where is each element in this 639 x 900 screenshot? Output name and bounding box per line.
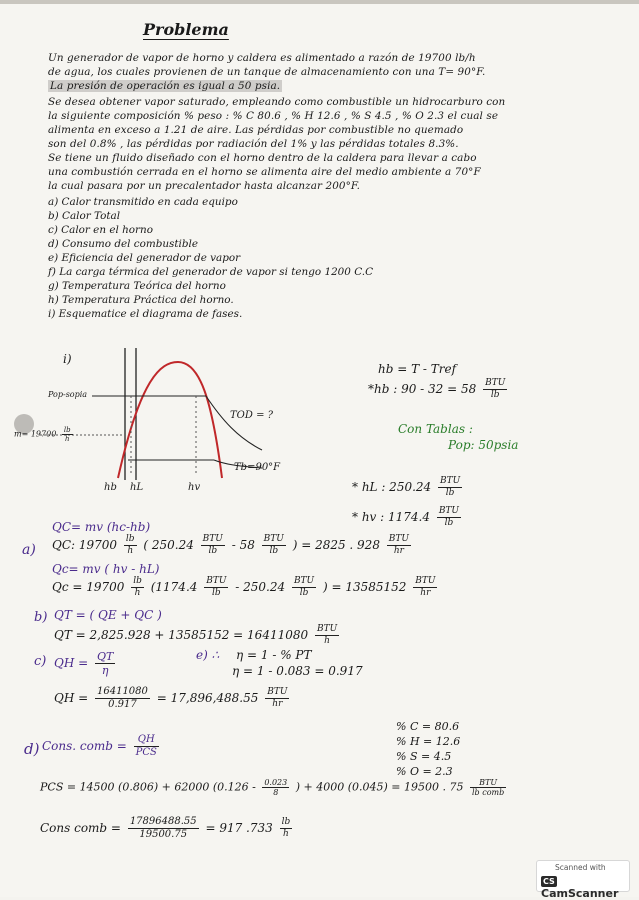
question-item: b) Calor Total xyxy=(48,210,121,222)
diagram-tod-label: TOD = ? xyxy=(230,410,273,421)
diagram-tb-label: Tb=90°F xyxy=(234,462,281,473)
qc-formula-1: QC= mv (hc-hb) xyxy=(52,520,151,534)
part-e-label: e) ∴ xyxy=(196,648,220,662)
camscanner-logo-icon: CS xyxy=(543,877,555,886)
page-top-edge xyxy=(0,0,639,4)
statement-line xyxy=(48,80,282,92)
statement-line: la cual pasara por un precalentador hasta alcanzar 200°F. xyxy=(48,180,361,192)
qt-formula: QT = ( QE + QC ) xyxy=(54,608,162,622)
statement-line: la siguiente composición % peso : % C 80.6 , % H 12.6 , % S 4.5 , % O 2.3 el cual se xyxy=(48,110,499,122)
statement-line: una combustión cerrada en el horno se alimenta aire del medio ambiente a 70°F xyxy=(48,166,481,178)
qc-calculation-1: QC: 19700 $\frac{lb}{h}$ ( 250.24 $\frac{\text{BTU}}{lb}$ - 58 $\frac{\text{BTU}}{lb}$ ) = 2825 . 928 $\frac{\text{BTU}}{hr}$ xyxy=(52,534,409,556)
highlighted-text: La presión de operación es igual a 50 psia. xyxy=(50,80,281,92)
diagram-pop-label: Pop-sopia xyxy=(48,390,88,399)
statement-line: son del 0.8% , las pérdidas por radiación del 1% y las pérdidas totales 8.3%. xyxy=(48,138,459,150)
hb-definition: hb = T - Tref xyxy=(378,362,457,376)
diagram-hb-label: hb xyxy=(104,482,117,493)
camscanner-watermark: Scanned with CSCamScanner xyxy=(536,860,630,892)
pcs-calculation: PCS = 14500 (0.806) + 62000 (0.126 - $\frac{0.023}{8}$ ) + 4000 (0.045) = 19500 . 75 $\frac{\text{BTU}}{\text{lb comb}}$ xyxy=(40,778,505,797)
statement-line: Se desea obtener vapor saturado, empleando como combustible un hidrocarburo con xyxy=(48,96,506,108)
statement-line: Se tiene un fluido diseñado con el horno dentro de la caldera para llevar a cabo xyxy=(48,152,477,164)
question-item: d) Consumo del combustible xyxy=(48,238,198,250)
hv-value: * hv : 1174.4 $\frac{\text{BTU}}{lb}$ xyxy=(352,506,460,528)
hl-value: * hL : 250.24 $\frac{\text{BTU}}{lb}$ xyxy=(352,476,461,498)
efficiency-formula: η = 1 - % PT xyxy=(236,648,312,662)
qc-calculation-2: Qc = 19700 $\frac{lb}{h}$ (1174.4 $\frac{\text{BTU}}{lb}$ - 250.24 $\frac{\text{BTU}}{lb}$ ) = 13585152 $\frac{\text{BTU}}{hr}$ xyxy=(52,576,436,598)
diagram-label-i: i) xyxy=(63,352,72,366)
page-title: Problema xyxy=(143,20,229,39)
diagram-hl-label: hL xyxy=(130,482,144,493)
part-d-label: d) xyxy=(24,740,40,758)
tables-note: Con Tablas : xyxy=(398,422,473,436)
qh-formula: QH = $\frac{QT}{\eta}$ xyxy=(54,650,114,677)
composition-c: % C = 80.6 xyxy=(396,720,460,733)
diagram-hv-label: hv xyxy=(188,482,201,493)
qh-calculation: QH = $\frac{16411080}{0.917}$ = 17,896,488.55 $\frac{\text{BTU}}{hr}$ xyxy=(54,686,288,710)
statement-line: alimenta en exceso a 1.21 de aire. Las pérdidas por combustible no quemado xyxy=(48,124,464,136)
composition-o: % O = 2.3 xyxy=(396,765,453,778)
composition-s: % S = 4.5 xyxy=(396,750,452,763)
qt-calculation: QT = 2,825.928 + 13585152 = 16411080 $\frac{\text{BTU}}{h}$ xyxy=(54,624,338,646)
efficiency-value: η = 1 - 0.083 = 0.917 xyxy=(232,664,363,678)
question-item: i) Esquematice el diagrama de fases. xyxy=(48,308,243,320)
fuel-consumption-formula: Cons. comb = $\frac{QH}{\text{PCS}}$ xyxy=(42,734,157,758)
question-item: h) Temperatura Práctica del horno. xyxy=(48,294,234,306)
question-item: f) La carga térmica del generador de vapor si tengo 1200 C.C xyxy=(48,266,374,278)
saturation-dome xyxy=(118,362,222,478)
part-c-label: c) xyxy=(34,654,47,669)
composition-h: % H = 12.6 xyxy=(396,735,461,748)
diagram-flow-label: m= 19700 $\frac{lb}{h}$ xyxy=(14,426,71,443)
statement-line: Un generador de vapor de horno y caldera es alimentado a razón de 19700 lb/h xyxy=(48,52,476,64)
statement-line: de agua, los cuales provienen de un tanque de almacenamiento con una T= 90°F. xyxy=(48,66,486,78)
part-b-label: b) xyxy=(34,610,48,625)
superheat-line xyxy=(206,396,262,450)
question-item: c) Calor en el horno xyxy=(48,224,153,236)
question-item: e) Eficiencia del generador de vapor xyxy=(48,252,241,264)
part-a-label: a) xyxy=(22,542,36,558)
pressure-note: Pop: 50psia xyxy=(448,438,519,452)
qc-formula-2: Qc= mv ( hv - hL) xyxy=(52,562,160,576)
hb-value: *hb : 90 - 32 = 58 $\frac{\text{BTU}}{lb}$ xyxy=(368,378,506,400)
fuel-consumption-calculation: Cons comb = $\frac{17896488.55}{19500.75}$ = 917 .733 $\frac{lb}{h}$ xyxy=(40,816,291,840)
question-item: a) Calor transmitido en cada equipo xyxy=(48,196,238,208)
question-item: g) Temperatura Teórica del horno xyxy=(48,280,226,292)
